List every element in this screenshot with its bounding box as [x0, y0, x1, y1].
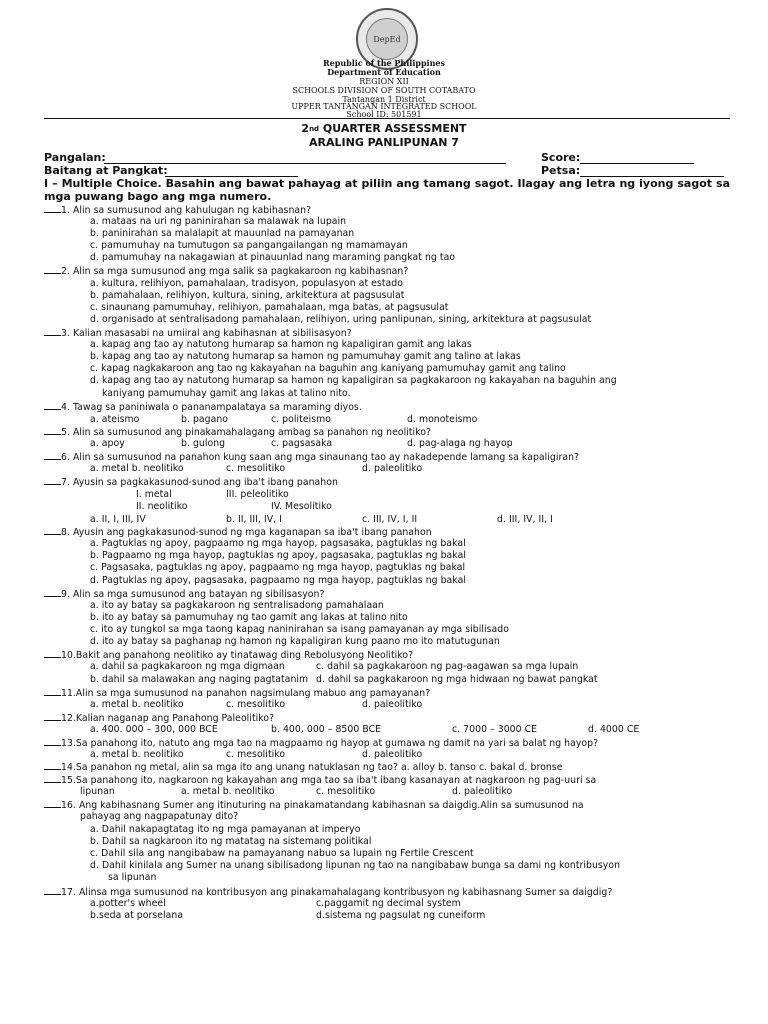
- q7-option-b: b. II, III, IV, I: [226, 514, 282, 525]
- q11-option-c: c. mesolitiko: [226, 699, 286, 710]
- question-15: 15.Sa panahong ito, nagkaroon ng kakayahan ang mga tao sa iba't ibang kasanayan at nagkaroon ng pag-uuri sa: [44, 774, 596, 786]
- q7-option-d: d. III, IV, II, I: [497, 514, 553, 525]
- question-14: 14.Sa panahon ng metal, alin sa mga ito ang unang natuklasan ng tao? a. alloy b. tanso c. bakal d. bronse: [44, 761, 562, 773]
- q16-option-d-cont: sa lipunan: [108, 872, 157, 883]
- petsa-label: Petsa:: [541, 164, 581, 177]
- answer-blank-12[interactable]: [44, 712, 61, 721]
- q2-option-a: a. kultura, relihiyon, pamahalaan, tradisyon, populasyon at estado: [90, 278, 403, 289]
- answer-blank-4[interactable]: [44, 401, 61, 410]
- q5-option-a: a. apoy: [90, 438, 125, 449]
- q12-option-b: b. 400, 000 – 8500 BCE: [271, 724, 382, 735]
- question-4: 4. Tawag sa paniniwala o pananampalataya sa maraming diyos.: [44, 401, 362, 413]
- answer-blank-7[interactable]: [44, 476, 61, 485]
- answer-blank-16[interactable]: [44, 799, 61, 808]
- q8-option-b: b. Pagpaamo ng mga hayop, pagtuklas ng apoy, pagsasaka, pagtuklas ng bakal: [90, 550, 466, 561]
- question-2: 2. Alin sa mga sumusunod ang mga salik sa pagkakaroon ng kabihasnan?: [44, 265, 408, 277]
- question-3: 3. Kalian masasabi na umiiral ang kabihasnan at sibilisasyon?: [44, 327, 352, 339]
- q15-text-cont: lipunan: [80, 786, 115, 797]
- q15-option-c: c. mesolitiko: [316, 786, 376, 797]
- q1-option-b: b. paninirahan sa malalapit at mauunlad na pamayanan: [90, 228, 355, 239]
- q2-option-d: d. organisado at sentralisadong pamahalaan, relihiyon, uring panlipunan, sining, arkitektura at pagsusulat: [90, 314, 592, 325]
- q6-option-c: c. mesolitiko: [226, 463, 286, 474]
- question-16: 16. Ang kabihasnang Sumer ang itinuturing na pinakamatandang kabihasnan sa daigdig.Alin sa sumusunod na: [44, 799, 584, 811]
- q16-option-c: c. Dahil sila ang nangibabaw na pamayanang nabuo sa lupain ng Fertile Crescent: [90, 848, 474, 859]
- q16-option-b: b. Dahil sa nagkaroon ito ng matatag na sistemang politikal: [90, 836, 372, 847]
- q3-option-c: c. kapag nagkakaroon ang tao ng kakayahan na baguhin ang kaniyang pamumuhay gamit ang talino: [90, 363, 566, 374]
- answer-blank-6[interactable]: [44, 451, 61, 460]
- answer-blank-8[interactable]: [44, 526, 61, 535]
- question-9: 9. Alin sa mga sumusunod ang batayan ng sibilisasyon?: [44, 588, 324, 600]
- q12-option-d: d. 4000 CE: [588, 724, 640, 735]
- question-13: 13.Sa panahong ito, natuto ang mga tao na magpaamo ng hayop at gumawa ng damit na yari sa balat ng hayop?: [44, 737, 598, 749]
- question-5: 5. Alin sa sumusunod ang pinakamahalagang ambag sa panahon ng neolitiko?: [44, 426, 431, 438]
- baitang-field[interactable]: [165, 165, 298, 177]
- q16-text-cont: pahayag ang nagpapatunay dito?: [80, 811, 239, 822]
- q16-option-a: a. Dahil nakapagtatag ito ng mga pamayanan at imperyo: [90, 824, 361, 835]
- q17-option-d: d.sistema ng pagsulat ng cuneiform: [316, 910, 486, 921]
- petsa-field[interactable]: [580, 165, 724, 177]
- q1-option-d: d. pamumuhay na nakagawian at pinauunlad nang maraming pangkat ng tao: [90, 252, 456, 263]
- header-region: REGION XII: [359, 77, 409, 86]
- question-12: 12.Kalian naganap ang Panahong Paleolitiko?: [44, 712, 274, 724]
- q2-option-b: b. pamahalaan, relihiyon, kultura, sining, arkitektura at pagsusulat: [90, 290, 405, 301]
- q1-option-a: a. mataas na uri ng paninirahan sa malawak na lupain: [90, 216, 347, 227]
- q4-option-a: a. ateismo: [90, 414, 140, 425]
- header-divider: [44, 118, 730, 119]
- header-republic: Republic of the Philippines: [322, 58, 445, 68]
- question-6: 6. Alin sa sumusunod na panahon kung saan ang mga sinaunang tao ay nakadepende lamang sa kapaligiran?: [44, 451, 579, 463]
- score-field[interactable]: [580, 152, 694, 164]
- q17-option-c: c.paggamit ng decimal system: [316, 898, 461, 909]
- q5-option-d: d. pag-alaga ng hayop: [407, 438, 513, 449]
- q6-option-ab: a. metal b. neolitiko: [90, 463, 184, 474]
- q9-option-a: a. ito ay batay sa pagkakaroon ng sentralisadong pamahalaan: [90, 600, 384, 611]
- q8-option-d: d. Pagtuklas ng apoy, pagsasaka, pagpaamo ng mga hayop, pagtuklas ng bakal: [90, 575, 466, 586]
- q4-option-b: b. pagano: [181, 414, 229, 425]
- q5-option-b: b. gulong: [181, 438, 226, 449]
- q7-item-iii: III. peleolitiko: [226, 489, 289, 500]
- q13-option-c: c. mesolitiko: [226, 749, 286, 760]
- seal-center: DepEd: [366, 18, 408, 60]
- header-school: UPPER TANTANGAN INTEGRATED SCHOOL: [291, 102, 477, 111]
- question-7: 7. Ayusin sa pagkakasunod-sunod ang iba't ibang panahon: [44, 476, 338, 488]
- q17-option-b: b.seda at porselana: [90, 910, 184, 921]
- header-department: Department of Education: [327, 67, 441, 77]
- q12-option-c: c. 7000 – 3000 CE: [452, 724, 538, 735]
- q9-option-d: d. ito ay batay sa paghanap ng hamon ng kapaligiran kung paano mo ito matutugunan: [90, 636, 500, 647]
- header-school-id: School ID: 501591: [346, 110, 422, 119]
- answer-blank-10[interactable]: [44, 649, 61, 658]
- instruction-text: I – Multiple Choice. Basahin ang bawat pahayag at piliin ang tamang sagot. Ilagay ang letra ng iyong sagot sa mga puwang bago ang mga numero.: [44, 177, 730, 203]
- pangalan-field[interactable]: [104, 152, 506, 164]
- q16-option-d: d. Dahil kinilala ang Sumer na unang sibilisadong lipunan ng tao na nangibabaw bunga sa dami ng kontribusyon: [90, 860, 621, 871]
- q8-option-c: c. Pagsasaka, pagtuklas ng apoy, pagpaamo ng mga hayop, pagtuklas ng bakal: [90, 562, 466, 573]
- subject-title: ARALING PANLIPUNAN 7: [309, 136, 459, 149]
- question-1: 1. Alin sa sumusunod ang kahulugan ng kabihasnan?: [44, 204, 311, 216]
- answer-blank-1[interactable]: [44, 204, 61, 213]
- answer-blank-15[interactable]: [44, 774, 61, 783]
- q10-option-c: c. dahil sa pagkakaroon ng pag-aagawan sa mga lupain: [316, 661, 579, 672]
- q7-option-a: a. II, I, III, IV: [90, 514, 146, 525]
- header-division: SCHOOLS DIVISION OF SOUTH COTABATO: [292, 86, 476, 95]
- q3-option-d: d. kapag ang tao ay natutong humarap sa hamon ng kapaligiran sa pagkakaroon ng kakayahan na baguhin ang: [90, 375, 617, 386]
- answer-blank-17[interactable]: [44, 886, 61, 895]
- q8-option-a: a. Pagtuklas ng apoy, pagpaamo ng mga hayop, pagsasaka, pagtuklas ng bakal: [90, 538, 466, 549]
- q7-option-c: c. III, IV, I, II: [362, 514, 418, 525]
- score-label: Score:: [541, 151, 581, 164]
- pangalan-label: Pangalan:: [44, 151, 106, 164]
- q4-option-c: c. politeismo: [271, 414, 331, 425]
- q13-option-d: d. paleolitiko: [362, 749, 423, 760]
- q7-item-iv: IV. Mesolitiko: [271, 501, 332, 512]
- q2-option-c: c. sinaunang pamumuhay, relihiyon, pamahalaan, mga batas, at pagsusulat: [90, 302, 449, 313]
- q5-option-c: c. pagsasaka: [271, 438, 333, 449]
- answer-blank-14[interactable]: [44, 761, 61, 770]
- q15-option-d: d. paleolitiko: [452, 786, 513, 797]
- question-17: 17. Alinsa mga sumusunod na kontribusyon ang pinakamahalagang kontribusyon ng kabihasnang Sumer sa daigdig?: [44, 886, 612, 898]
- q10-option-d: d. dahil sa pagkakaroon ng mga hidwaan ng bawat pangkat: [316, 674, 598, 685]
- answer-blank-5[interactable]: [44, 426, 61, 435]
- question-11: 11.Alin sa mga sumusunod na panahon nagsimulang mabuo ang pamayanan?: [44, 687, 430, 699]
- q3-option-d-cont: kaniyang pamumuhay gamit ang lakas at talino nito.: [102, 388, 351, 399]
- q11-option-d: d. paleolitiko: [362, 699, 423, 710]
- q6-option-d: d. paleolitiko: [362, 463, 423, 474]
- q17-option-a: a.potter's wheel: [90, 898, 166, 909]
- q9-option-c: c. ito ay tungkol sa mga taong kapag naninirahan sa isang pamayanan ay mga sibilisado: [90, 624, 509, 635]
- answer-blank-13[interactable]: [44, 737, 61, 746]
- q15-option-ab: a. metal b. neolitiko: [181, 786, 275, 797]
- q3-option-a: a. kapag ang tao ay natutong humarap sa hamon ng kapaligiran gamit ang lakas: [90, 339, 472, 350]
- q1-option-c: c. pamumuhay na tumutugon sa pangangailangan ng mamamayan: [90, 240, 408, 251]
- q7-item-ii: II. neolitiko: [136, 501, 188, 512]
- q13-option-ab: a. metal b. neolitiko: [90, 749, 184, 760]
- answer-blank-9[interactable]: [44, 588, 61, 597]
- question-8: 8. Ayusin ang pagkakasunod-sunod ng mga kaganapan sa iba't ibang panahon: [44, 526, 432, 538]
- q4-option-d: d. monoteismo: [407, 414, 478, 425]
- question-10: 10.Bakit ang panahong neolitiko ay tinatawag ding Rebolusyong Neolitiko?: [44, 649, 413, 661]
- q11-option-ab: a. metal b. neolitiko: [90, 699, 184, 710]
- q9-option-b: b. ito ay batay sa pamumuhay ng tao gamit ang lakas at talino nito: [90, 612, 408, 623]
- baitang-label: Baitang at Pangkat:: [44, 164, 168, 177]
- answer-blank-2[interactable]: [44, 265, 61, 274]
- q12-option-a: a. 400. 000 – 300, 000 BCE: [90, 724, 218, 735]
- q10-option-a: a. dahil sa pagkakaroon ng mga digmaan: [90, 661, 285, 672]
- answer-blank-11[interactable]: [44, 687, 61, 696]
- q7-item-i: I. metal: [136, 489, 172, 500]
- q10-option-b: b. dahil sa malawakan ang naging pagtatanim: [90, 674, 309, 685]
- answer-blank-3[interactable]: [44, 327, 61, 336]
- quarter-title: 2nd QUARTER ASSESSMENT: [301, 122, 467, 135]
- q3-option-b: b. kapag ang tao ay natutong humarap sa hamon ng pamumuhay gamit ang talino at lakas: [90, 351, 521, 362]
- header-district: Tantangan 1 District: [342, 95, 426, 104]
